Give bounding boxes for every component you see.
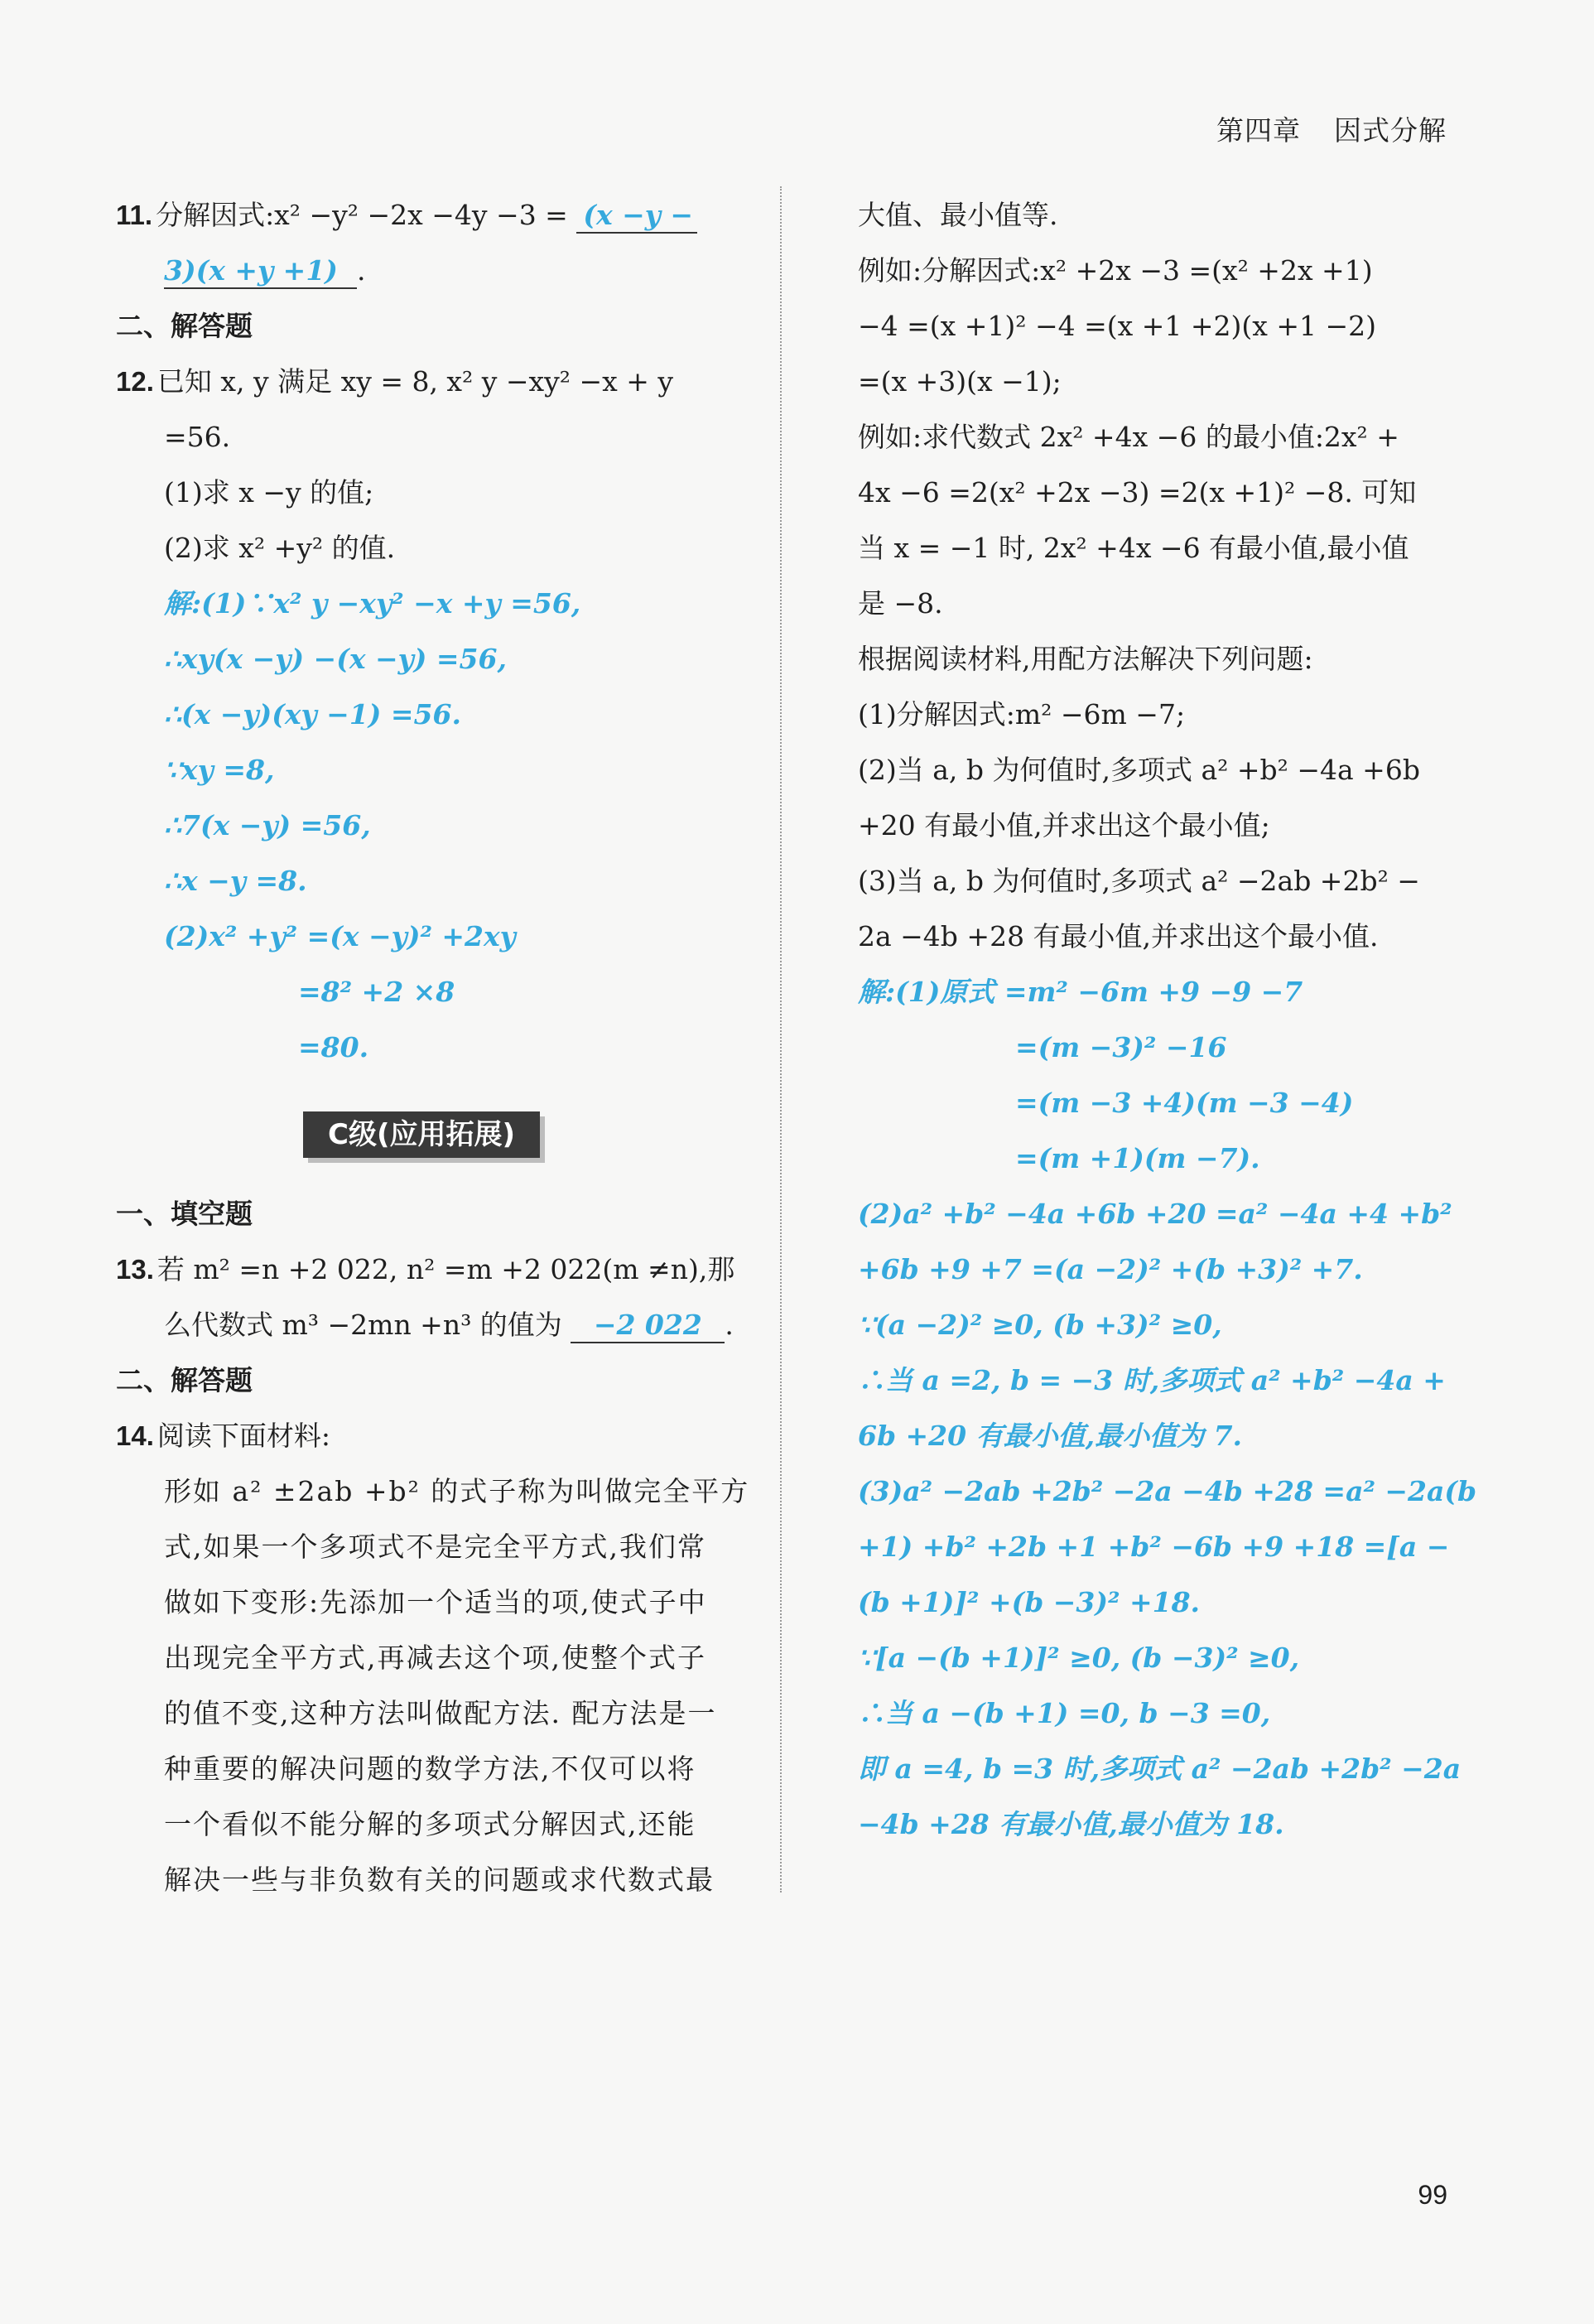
q14-reading-line: 出现完全平方式,再减去这个项,使整个式子	[164, 1642, 706, 1674]
q14-line	[116, 1408, 762, 1463]
section-heading-solve-b: 二、解答题	[116, 1364, 253, 1396]
q12-solution-line: ∵xy =8,	[164, 754, 275, 786]
q14-reading-line: 做如下变形:先添加一个适当的项,使式子中	[164, 1586, 707, 1618]
q11-answer-part1: (x −y −	[576, 199, 697, 234]
q12-solution-line: 解:(1)∵x² y −xy² −x +y =56,	[164, 587, 581, 620]
solution-line: 6b +20 有最小值,最小值为 7.	[858, 1420, 1243, 1452]
section-heading-fill: 一、填空题	[116, 1198, 253, 1230]
q14-reading-line: 解决一些与非负数有关的问题或求代数式最	[164, 1864, 715, 1896]
q13-text-cont: 么代数式 m³ −2mn +n³ 的值为	[164, 1309, 562, 1341]
q13-number: 13.	[116, 1254, 154, 1285]
q12-solution-line: =80.	[298, 1031, 369, 1063]
q11-answer-part2: 3)(x +y +1)	[164, 254, 357, 289]
solution-line: +1) +b² +2b +1 +b² −6b +9 +18 =[a −	[858, 1531, 1450, 1563]
q11-tail: .	[357, 254, 366, 287]
left-column	[116, 187, 762, 1907]
question-part-3-cont: 2a −4b +28 有最小值,并求出这个最小值.	[858, 920, 1379, 952]
q12-solution-line: ∴xy(x −y) −(x −y) =56,	[164, 643, 507, 675]
reading-line: 例如:求代数式 2x² +4x −6 的最小值:2x² +	[858, 421, 1399, 453]
reading-line: 4x −6 =2(x² +2x −3) =2(x +1)² −8. 可知	[858, 476, 1417, 509]
reading-line: =(x +3)(x −1);	[858, 365, 1062, 398]
solution-line: ∴当 a −(b +1) =0, b −3 =0,	[858, 1697, 1271, 1729]
question-part-3: (3)当 a, b 为何值时,多项式 a² −2ab +2b² −	[858, 865, 1420, 897]
level-banner: C级(应用拓展)	[303, 1111, 540, 1158]
solution-line: +6b +9 +7 =(a −2)² +(b +3)² +7.	[858, 1253, 1363, 1285]
solution-line: −4b +28 有最小值,最小值为 18.	[858, 1808, 1284, 1840]
q13-line	[116, 1242, 762, 1297]
reading-line: 是 −8.	[858, 587, 943, 620]
solution-line: 即 a =4, b =3 时,多项式 a² −2ab +2b² −2a	[858, 1753, 1462, 1785]
q14-reading-line: 的值不变,这种方法叫做配方法. 配方法是一	[164, 1697, 717, 1729]
question-part-2-cont: +20 有最小值,并求出这个最小值;	[858, 809, 1270, 841]
q11-line	[116, 187, 762, 243]
reading-line: 大值、最小值等.	[858, 199, 1058, 231]
solution-line: (3)a² −2ab +2b² −2a −4b +28 =a² −2a(b	[858, 1475, 1477, 1507]
column-divider	[780, 186, 782, 1892]
q11-number: 11.	[116, 200, 153, 230]
q11-text: 分解因式:x² −y² −2x −4y −3 =	[156, 199, 568, 231]
q12-text: 已知 x, y 满足 xy = 8, x² y −xy² −x + y	[157, 365, 674, 398]
q14-reading-line: 式,如果一个多项式不是完全平方式,我们常	[164, 1531, 706, 1563]
right-column	[858, 187, 1477, 1852]
q14-text: 阅读下面材料:	[157, 1420, 330, 1452]
q12-number: 12.	[116, 366, 154, 397]
q12-solution-line: (2)x² +y² =(x −y)² +2xy	[164, 920, 516, 952]
question-part-1: (1)分解因式:m² −6m −7;	[858, 698, 1186, 730]
reading-line: −4 =(x +1)² −4 =(x +1 +2)(x +1 −2)	[858, 310, 1377, 342]
q11-line2	[116, 243, 762, 298]
solution-line: =(m −3 +4)(m −3 −4)	[1015, 1087, 1354, 1119]
q12-solution-line: =8² +2 ×8	[298, 976, 455, 1008]
q12-line	[116, 354, 762, 409]
chapter-label: 第四章	[1216, 114, 1301, 147]
reading-line: 根据阅读材料,用配方法解决下列问题:	[858, 643, 1313, 675]
solution-line: 解:(1)原式 =m² −6m +9 −9 −7	[858, 976, 1303, 1008]
q14-number: 14.	[116, 1420, 154, 1451]
solution-line: ∵[a −(b +1)]² ≥0, (b −3)² ≥0,	[858, 1642, 1300, 1674]
q13-tail: .	[725, 1309, 734, 1341]
solution-line: ∵(a −2)² ≥0, (b +3)² ≥0,	[858, 1309, 1222, 1341]
q12-sub2: (2)求 x² +y² 的值.	[164, 532, 396, 564]
running-header	[1216, 109, 1447, 148]
question-part-2: (2)当 a, b 为何值时,多项式 a² +b² −4a +6b	[858, 754, 1420, 786]
q12-solution-line: ∴(x −y)(xy −1) =56.	[164, 698, 461, 730]
section-heading-solve: 二、解答题	[116, 310, 253, 342]
solution-line: (b +1)]² +(b −3)² +18.	[858, 1586, 1201, 1618]
page-number: 99	[1418, 2180, 1447, 2210]
q14-reading-line: 一个看似不能分解的多项式分解因式,还能	[164, 1808, 696, 1840]
solution-line: =(m −3)² −16	[1015, 1031, 1227, 1063]
reading-line: 当 x = −1 时, 2x² +4x −6 有最小值,最小值	[858, 532, 1409, 564]
q14-reading-line: 形如 a² ±2ab +b² 的式子称为叫做完全平方	[164, 1475, 750, 1507]
chapter-title: 因式分解	[1334, 114, 1447, 147]
q12-sub1: (1)求 x −y 的值;	[164, 476, 374, 509]
reading-line: 例如:分解因式:x² +2x −3 =(x² +2x +1)	[858, 254, 1373, 287]
q12-solution-line: ∴x −y =8.	[164, 865, 307, 897]
q14-reading-line: 种重要的解决问题的数学方法,不仅可以将	[164, 1753, 696, 1785]
solution-line: (2)a² +b² −4a +6b +20 =a² −4a +4 +b²	[858, 1198, 1452, 1230]
q12-solution-line: ∴7(x −y) =56,	[164, 809, 371, 841]
q13-answer: −2 022	[571, 1309, 725, 1343]
solution-line: ∴当 a =2, b = −3 时,多项式 a² +b² −4a +	[858, 1364, 1446, 1396]
q13-text: 若 m² =n +2 022, n² =m +2 022(m ≠n),那	[157, 1253, 735, 1285]
solution-line: =(m +1)(m −7).	[1015, 1142, 1260, 1174]
level-banner-wrap	[116, 1075, 762, 1186]
q13-line2	[116, 1297, 762, 1352]
q12-text-cont: =56.	[164, 421, 231, 453]
